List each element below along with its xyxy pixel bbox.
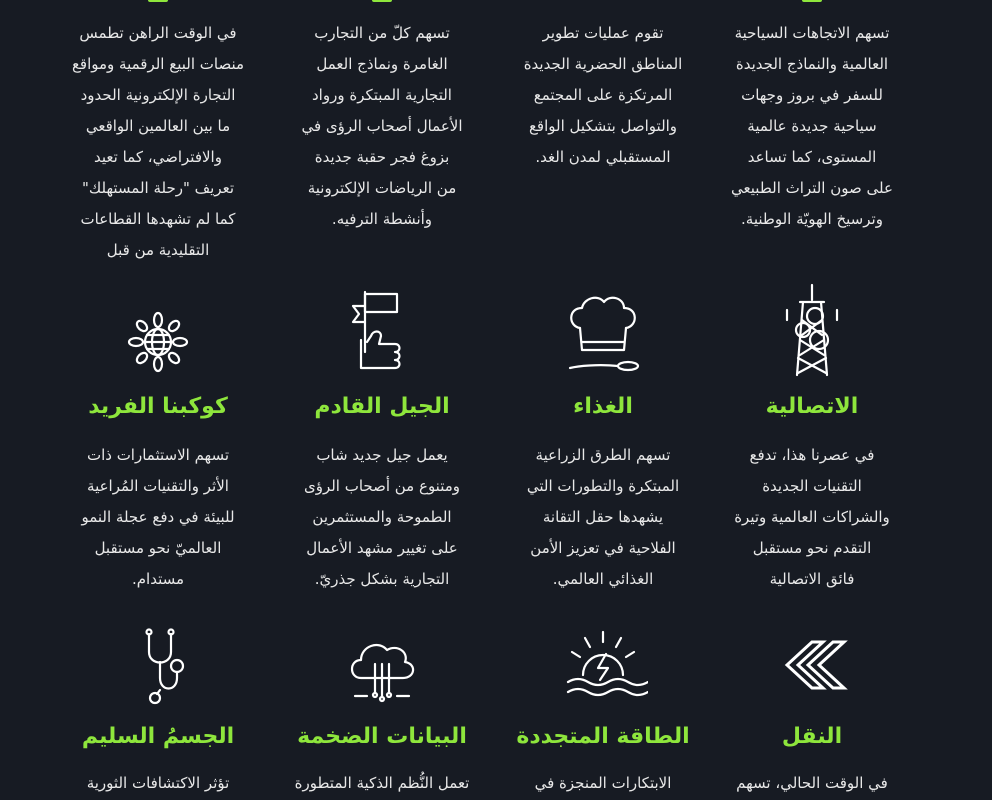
card-description: في عصرنا هذا، تدفع التقنيات الجديدة والشراكات العالمية وتيرة التقدم نحو مستقبل فائق الاتصالية [734,446,890,588]
card-title: الجسمُ السليم [81,724,235,749]
card-food [503,270,703,600]
card-big-data [282,600,482,800]
card-title: الجيل القادم [314,394,450,419]
hand-flag-icon [337,280,427,380]
card-urban-development [503,0,703,270]
card-description: في الوقت الراهن تطمس منصات البيع الرقمية ومواقع التجارة الإلكترونية الحدود ما بين العالمين الواقعي والافتراضي، كما تعيد تعريف "رحلة المستهلك" كما لم تشهدها القطاعات التقليدية من قبل [71,24,245,259]
globe-sun-icon [113,280,203,380]
card-title: النقل [781,724,843,749]
card-description: تسهم كلّ من التجارب الغامرة ونماذج العمل التجارية المبتكرة ورواد الأعمال أصحاب الرؤى في بزوغ فجر حقبة جديدة من الرياضات الإلكترونية وأنشطة الترفيه. [301,24,463,228]
card-connectivity [712,270,912,600]
card-title: كوكبنا الفريد [88,394,228,419]
card-healthy-body [58,600,258,800]
card-renewable-energy [503,600,703,800]
cropped-title [372,0,392,2]
card-next-generation [282,270,482,600]
card-description: تسهم الطرق الزراعية المبتكرة والتطورات التي يشهدها حقل التقانة الفلاحية في تعزيز الأمن الغذائي العالمي. [526,446,680,588]
card-description: تقوم عمليات تطوير المناطق الحضرية الجديدة المرتكزة على المجتمع والتواصل بتشكيل الواقع المستقبلي لمدن الغد. [523,24,683,166]
card-title: الاتصالية [765,394,859,419]
card-our-unique-planet [58,270,258,600]
card-esports [282,0,482,270]
card-description: تسهم الاستثمارات ذات الأثر والتقنيات المُراعية للبيئة في دفع عجلة النمو العالميّ نحو مستقبل مستدام. [81,446,235,588]
card-description: تسهم الاتجاهات السياحية العالمية والنماذج الجديدة للسفر في بروز وجهات سياحية جديدة عالمية المستوى، كما تساعد على صون التراث الطبيعي وترسيخ الهويّة الوطنية. [731,24,893,228]
card-ecommerce [58,0,258,270]
card-transport [712,600,912,800]
cropped-title [802,0,822,2]
chevrons-left-icon [767,620,857,710]
card-description: تؤثر الاكتشافات الثورية [86,774,230,792]
telecom-tower-icon [767,280,857,380]
chef-hat-spoon-icon [558,280,648,380]
cropped-title [148,0,168,2]
card-tourism [712,0,912,270]
card-description: يعمل جيل جديد شاب ومتنوع من أصحاب الرؤى الطموحة والمستثمرين على تغيير مشهد الأعمال التجارية بشكل جذريّ. [303,446,461,588]
card-title: الغذاء [573,394,633,419]
card-description: في الوقت الحالي، تسهم [736,774,888,792]
sun-waves-energy-icon [558,620,648,710]
card-title: الطاقة المتجددة [516,724,690,749]
card-description: تعمل النُّظم الذكية المتطورة [294,774,470,792]
stethoscope-icon [113,620,203,710]
card-description: الابتكارات المنجزة في [534,774,672,792]
cloud-data-icon [337,620,427,710]
card-title: البيانات الضخمة [297,724,467,749]
